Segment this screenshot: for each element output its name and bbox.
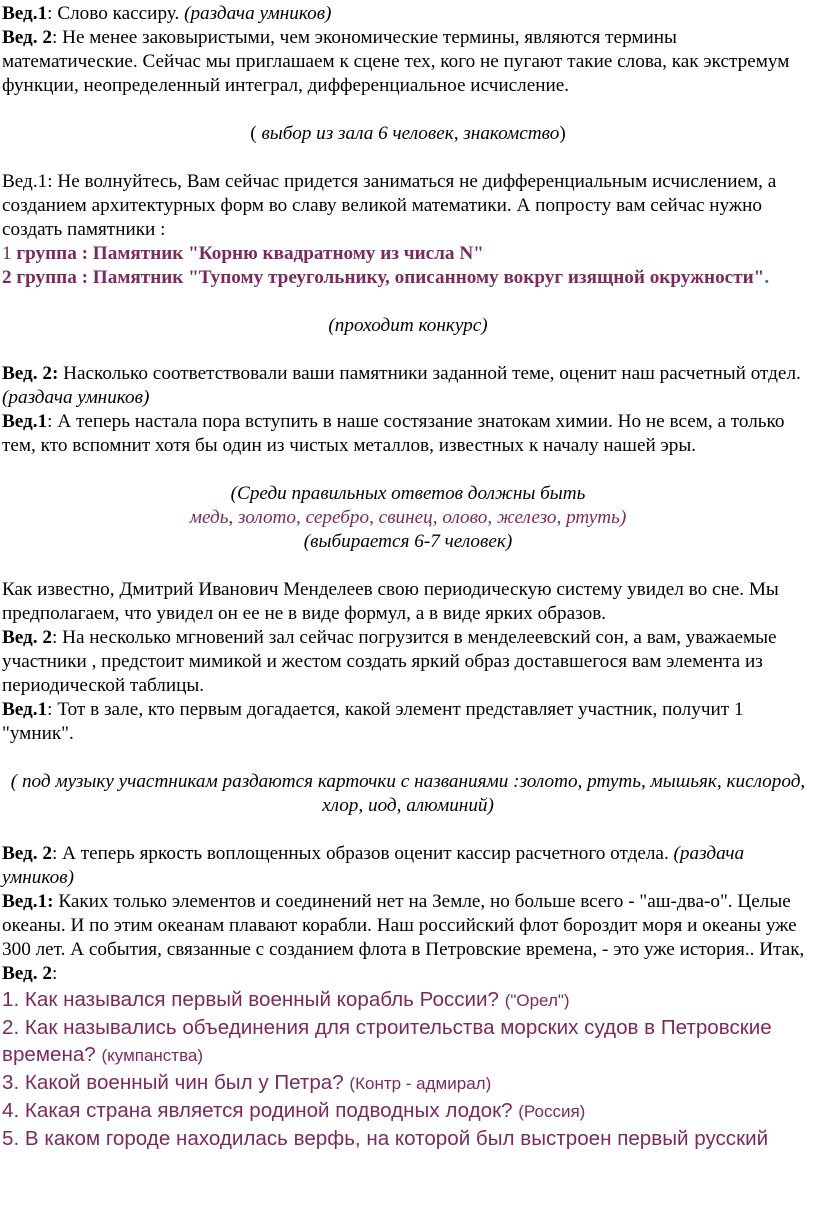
quiz-answer: (Россия) — [518, 1102, 586, 1121]
stage-note: (раздача умников) — [184, 3, 332, 24]
paragraph-8: Вед.1: Тот в зале, кто первым догадается, какой элемент представляет участник, получит 1 "умник". — [2, 699, 744, 744]
quiz-question-1: 1. Как назывался первый военный корабль России? ("Орел") — [2, 988, 570, 1011]
quiz-question-3: 3. Какой военный чин был у Петра? (Контр - адмирал) — [2, 1071, 492, 1094]
speaker-label: Вед.1: — [2, 891, 54, 912]
paragraph-10: Вед.1: Каких только элементов и соединений нет на Земле, но больше всего - "аш-два-о". Целые океаны. И по этим океанам плавают корабли. Наш российский флот бороздит моря и океаны уже 300 лет. А события, связанные с созданием флота в Петровские времена, - это уже история.. Итак, — [2, 891, 805, 960]
spacer — [2, 458, 814, 482]
quiz-answer: ("Орел") — [504, 991, 570, 1010]
group-1-task: 1 группа : Памятник "Корню квадратному из числа N" — [2, 243, 484, 264]
spacer — [2, 146, 814, 170]
speaker-label: Вед.1 — [2, 3, 48, 24]
spacer — [2, 554, 814, 578]
stage-note: (раздача умников) — [2, 843, 745, 888]
spacer — [2, 338, 814, 362]
quiz-answer: (кумпанства) — [101, 1046, 204, 1065]
quiz-question-5: 5. В каком городе находилась верфь, на которой был выстроен первый русский — [2, 1127, 769, 1150]
paragraph-2: Вед. 2: Не менее заковыристыми, чем экономические термины, являются термины математические. Сейчас мы приглашаем к сцене тех, кого не пугают такие слова, как экстремум функции, неопределенный интеграл, дифференциальное исчисление. — [2, 27, 790, 96]
speaker-label: Вед.1 — [2, 699, 48, 720]
speaker-label: Вед. 2 — [2, 843, 52, 864]
paragraph-11: Вед. 2: — [2, 963, 58, 984]
quiz-question-4: 4. Какая страна является родиной подводных лодок? (Россия) — [2, 1099, 586, 1122]
paragraph-9: Вед. 2: А теперь яркость воплощенных образов оценит кассир расчетного отдела. (раздача умников) — [2, 843, 745, 888]
spacer — [2, 98, 814, 122]
speaker-label: Вед. 2: — [2, 363, 59, 384]
stage-direction-3-line-1: (Среди правильных ответов должны быть — [230, 483, 586, 504]
stage-direction-3-line-2: медь, золото, серебро, свинец, олово, железо, ртуть) — [189, 507, 627, 528]
stage-note: (раздача умников) — [2, 387, 150, 408]
stage-direction-2: (проходит конкурс) — [328, 315, 488, 336]
paragraph-1: Вед.1: Слово кассиру. (раздача умников) — [2, 3, 332, 24]
stage-direction-1: ( выбор из зала 6 человек, знакомство) — [250, 123, 566, 144]
quiz-answer: (Контр - адмирал) — [349, 1074, 492, 1093]
quiz-question-2: 2. Как назывались объединения для строительства морских судов в Петровские времена? (кумпанства) — [2, 1016, 772, 1066]
paragraph-4: Вед. 2: Насколько соответствовали ваши памятники заданной теме, оценит наш расчетный отдел. (раздача умников) — [2, 363, 801, 408]
speaker-label: Вед. 2 — [2, 627, 52, 648]
speaker-label: Вед.1 — [2, 411, 48, 432]
paragraph-7: Вед. 2: На несколько мгновений зал сейчас погрузится в менделеевский сон, а вам, уважаемые участники , предстоит мимикой и жестом создать яркий образ доставшегося вам элемента из периодической таблицы. — [2, 627, 777, 696]
paragraph-5: Вед.1: А теперь настала пора вступить в наше состязание знатокам химии. Но не всем, а только тем, кто вспомнит хотя бы один из чистых металлов, известных к началу нашей эры. — [2, 411, 785, 456]
stage-direction-3-line-3: (выбирается 6-7 человек) — [303, 531, 513, 552]
spacer — [2, 818, 814, 842]
spacer — [2, 290, 814, 314]
speaker-label: Вед. 2 — [2, 27, 52, 48]
group-2-task: 2 группа : Памятник "Тупому треугольнику, описанному вокруг изящной окружности". — [2, 267, 770, 288]
speaker-label: Вед. 2 — [2, 963, 52, 984]
paragraph-3: Вед.1: Не волнуйтесь, Вам сейчас придется заниматься не дифференциальным исчислением, а созданием архитектурных форм во славу великой математики. А попросту вам сейчас нужно создать памятники : — [2, 171, 777, 240]
stage-direction-4: ( под музыку участникам раздаются карточки с названиями :золото, ртуть, мышьяк, кислород, хлор, иод, алюминий) — [10, 771, 806, 816]
paragraph-6: Как известно, Дмитрий Иванович Менделеев свою периодическую систему увидел во сне. Мы предполагаем, что увидел он ее не в виде формул, а в виде ярких образов. — [2, 579, 779, 624]
spacer — [2, 746, 814, 770]
